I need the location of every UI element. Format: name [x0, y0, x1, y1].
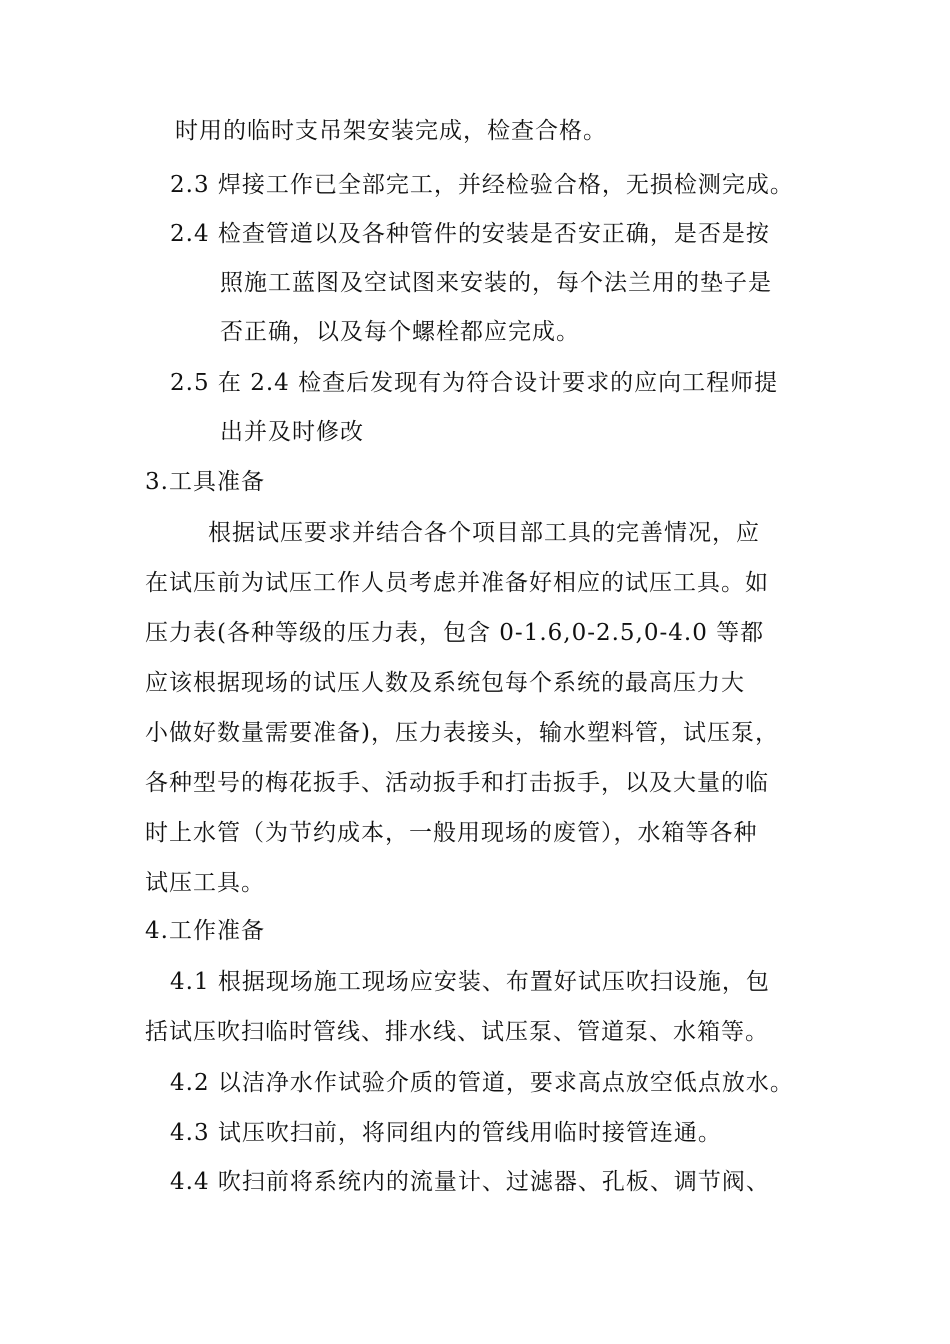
section-heading-3: 3.工具准备	[145, 469, 265, 495]
text-line-3: 2.4 检查管道以及各种管件的安装是否安正确，是否是按	[170, 221, 770, 247]
text-line-7: 出并及时修改	[220, 419, 364, 445]
text-line-1: 时用的临时支吊架安装完成，检查合格。	[175, 118, 607, 144]
text-line-15: 时上水管（为节约成本，一般用现场的废管），水箱等各种	[145, 820, 758, 846]
text-line-19: 括试压吹扫临时管线、排水线、试压泵、管道泵、水箱等。	[145, 1019, 769, 1045]
section-heading-4: 4.工作准备	[145, 918, 265, 944]
text-line-10: 在试压前为试压工作人员考虑并准备好相应的试压工具。如	[145, 570, 769, 596]
text-line-4: 照施工蓝图及空试图来安装的，每个法兰用的垫子是	[220, 270, 772, 296]
text-line-2: 2.3 焊接工作已全部完工，并经检验合格，无损检测完成。	[170, 172, 794, 198]
text-line-5: 否正确，以及每个螺栓都应完成。	[220, 319, 580, 345]
text-line-20: 4.2 以洁净水作试验介质的管道，要求高点放空低点放水。	[170, 1070, 794, 1096]
text-line-6: 2.5 在 2.4 检查后发现有为符合设计要求的应向工程师提	[170, 370, 779, 396]
text-line-11: 压力表(各种等级的压力表，包含 0-1.6,0-2.5,0-4.0 等都	[145, 620, 765, 646]
text-line-18: 4.1 根据现场施工现场应安装、布置好试压吹扫设施，包	[170, 969, 770, 995]
text-line-14: 各种型号的梅花扳手、活动扳手和打击扳手，以及大量的临	[145, 770, 769, 796]
text-line-22: 4.4 吹扫前将系统内的流量计、过滤器、孔板、调节阀、	[170, 1169, 770, 1195]
text-line-12: 应该根据现场的试压人数及系统包每个系统的最高压力大	[145, 670, 745, 696]
text-line-16: 试压工具。	[145, 870, 265, 896]
text-line-21: 4.3 试压吹扫前，将同组内的管线用临时接管连通。	[170, 1120, 722, 1146]
text-line-9: 根据试压要求并结合各个项目部工具的完善情况，应	[208, 520, 760, 546]
text-line-13: 小做好数量需要准备)，压力表接头，输水塑料管，试压泵，	[145, 720, 779, 746]
